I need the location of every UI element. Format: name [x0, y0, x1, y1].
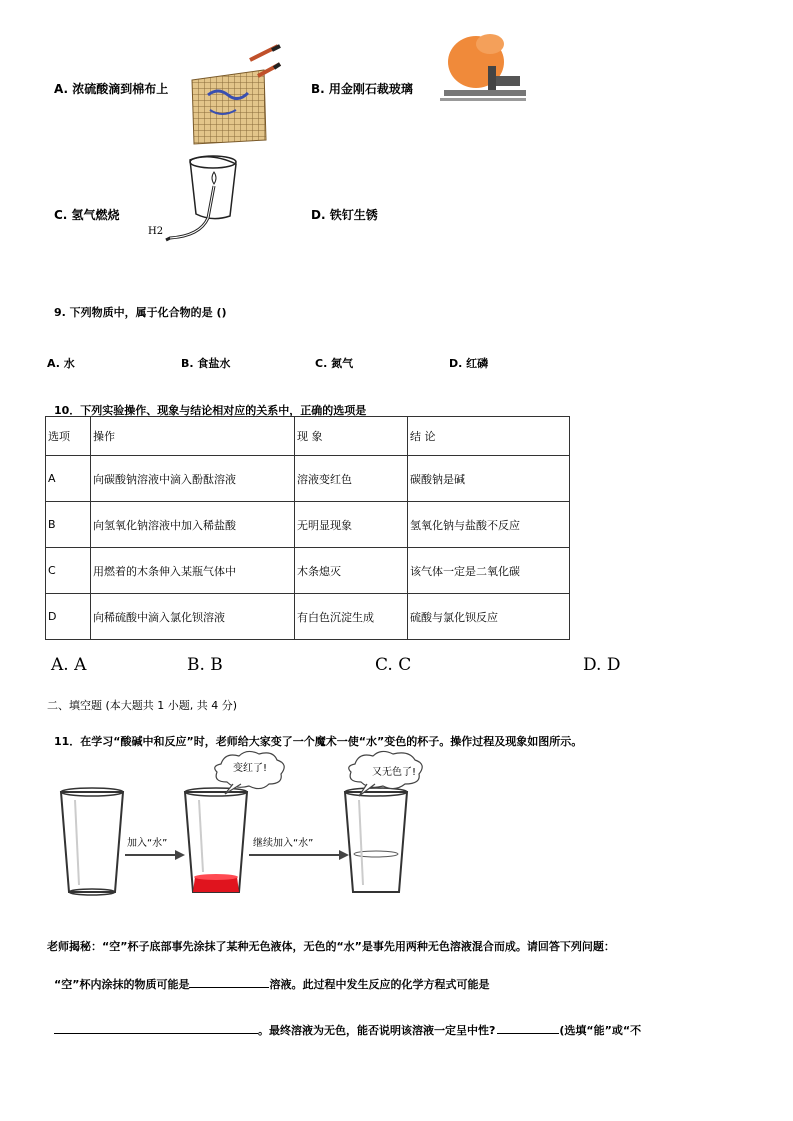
q8-option-b: B. 用金刚石裁玻璃 — [311, 82, 413, 96]
q9-option-b: B. 食盐水 — [181, 357, 231, 370]
section-2-heading: 二、填空题 (本大题共 1 小题, 共 4 分) — [47, 699, 238, 712]
q10-answer-a: A. A — [51, 655, 87, 675]
q11-line3-suffix: (选填“能”或“不 — [559, 1024, 642, 1037]
row-b-phenomenon: 无明显现象 — [295, 502, 408, 548]
q9-option-d: D. 红磷 — [449, 357, 489, 370]
h2-label: H2 — [148, 226, 164, 237]
q11-line2-suffix: 溶液。此过程中发生反应的化学方程式可能是 — [269, 978, 490, 991]
arrow-label-continue-add-water: 继续加入“水” — [253, 838, 314, 849]
row-b-operation: 向氢氧化钠溶液中加入稀盐酸 — [91, 502, 295, 548]
row-d-operation: 向稀硫酸中滴入氯化钡溶液 — [91, 594, 295, 640]
q8-option-d: D. 铁钉生锈 — [311, 208, 378, 222]
row-c-conclusion: 该气体一定是二氧化碳 — [408, 548, 570, 594]
glass-cutting-image — [436, 32, 528, 112]
blank-neutral-answer[interactable] — [497, 1021, 559, 1034]
header-option: 选项 — [46, 417, 91, 456]
header-phenomenon: 现 象 — [295, 417, 408, 456]
bubble-colorless-again: 又无色了! — [372, 767, 417, 778]
row-a-conclusion: 碳酸钠是碱 — [408, 456, 570, 502]
q11-fill-line-1 — [54, 975, 489, 992]
blank-substance[interactable] — [189, 975, 269, 988]
row-d-option: D — [46, 594, 91, 640]
row-a-phenomenon: 溶液变红色 — [295, 456, 408, 502]
row-b-conclusion: 氢氧化钠与盐酸不反应 — [408, 502, 570, 548]
cotton-cloth-image — [180, 40, 290, 150]
row-d-conclusion: 硫酸与氯化钡反应 — [408, 594, 570, 640]
q11-reveal-text: 老师揭秘：“空”杯子底部事先涂抹了某种无色液体，无色的“水”是事先用两种无色溶液混合而成。请回答下列问题： — [47, 940, 615, 953]
row-a-option: A — [46, 456, 91, 502]
row-b-option: B — [46, 502, 91, 548]
q9-option-c: C. 氮气 — [315, 357, 354, 370]
blank-equation[interactable] — [54, 1021, 258, 1034]
q11-fill-line-2 — [54, 1021, 641, 1038]
q9-stem: 9. 下列物质中，属于化合物的是 () — [54, 306, 227, 319]
table-row — [46, 502, 570, 548]
q10-answer-b: B. B — [187, 655, 223, 675]
q11-line3-middle: 。最终溶液为无色，能否说明该溶液一定呈中性? — [258, 1024, 496, 1037]
header-operation: 操作 — [91, 417, 295, 456]
q10-answer-d: D. D — [583, 655, 621, 675]
row-c-option: C — [46, 548, 91, 594]
row-c-phenomenon: 木条熄灭 — [295, 548, 408, 594]
q10-table — [45, 416, 570, 640]
q10-stem: 10．下列实验操作、现象与结论相对应的关系中，正确的选项是 — [54, 404, 367, 417]
row-a-operation: 向碳酸钠溶液中滴入酚酞溶液 — [91, 456, 295, 502]
row-d-phenomenon: 有白色沉淀生成 — [295, 594, 408, 640]
q11-stem: 11．在学习“酸碱中和反应”时，老师给大家变了一个魔术一使“水”变色的杯子。操作过程及现象如图所示。 — [54, 735, 583, 748]
header-conclusion: 结 论 — [408, 417, 570, 456]
q9-option-a: A. 水 — [47, 357, 75, 370]
q10-answer-c: C. C — [375, 655, 412, 675]
table-header-row — [46, 417, 570, 456]
q8-option-a: A. 浓硫酸滴到棉布上 — [54, 82, 169, 96]
table-row — [46, 548, 570, 594]
table-row — [46, 594, 570, 640]
q11-line2-prefix: “空”杯内涂抹的物质可能是 — [54, 978, 190, 991]
q8-option-c: C. 氢气燃烧 — [54, 208, 120, 222]
row-c-operation: 用燃着的木条伸入某瓶气体中 — [91, 548, 295, 594]
arrow-label-add-water: 加入“水” — [127, 838, 168, 849]
table-row — [46, 456, 570, 502]
bubble-turned-red: 变红了! — [233, 763, 268, 774]
